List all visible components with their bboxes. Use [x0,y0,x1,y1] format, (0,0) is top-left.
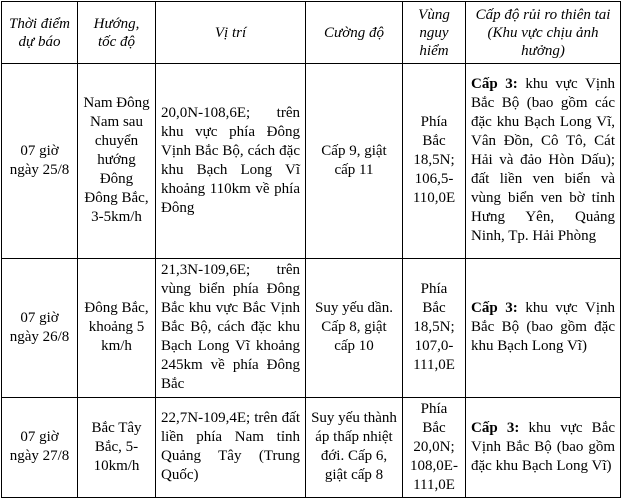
cell-danger-zone: Phía Bắc 18,5N; 107,0-111,0E [403,258,466,397]
cell-direction: Đông Bắc, khoảng 5 km/h [78,258,156,397]
header-danger-zone: Vùng nguy hiểm [403,2,466,64]
risk-area: khu vực Bắc Vịnh Bắc Bộ (bao gồm đặc khu Bạch Long Vĩ) [471,419,616,474]
cell-intensity: Suy yếu thành áp thấp nhiệt đới. Cấp 6, giật cấp 8 [306,397,403,497]
table-row [2,397,621,497]
risk-level: Cấp 3: [471,76,518,93]
table-row [2,258,621,397]
header-risk: Cấp độ rủi ro thiên tai (Khu vực chịu ảnh hưởng) [466,2,621,64]
header-intensity: Cường độ [306,2,403,64]
cell-danger-zone: Phía Bắc 20,0N; 108,0E-111,0E [403,397,466,497]
cell-risk [466,258,621,397]
cell-time: 07 giờ ngày 25/8 [2,64,78,258]
cell-risk [466,397,621,497]
risk-area: khu vực Vịnh Bắc Bộ (bao gồm các đặc khu Bạch Long Vĩ, Vân Đồn, Cô Tô, Cát Hải và đảo Hòn Dấu); đất liền ven biển và vùng biển ven bờ tỉnh Hưng Yên, Quảng Ninh, Tp. Hải Phòng [471,76,615,245]
cell-intensity: Cấp 9, giật cấp 11 [306,64,403,258]
header-position: Vị trí [156,2,306,64]
cell-position: 20,0N-108,6E; trên khu vực phía Đông Vịnh Bắc Bộ, cách đặc khu Bạch Long Vĩ khoảng 110km về phía Đông [156,64,306,258]
table-row [2,64,621,258]
header-time: Thời điểm dự báo [2,2,78,64]
cell-direction: Bắc Tây Bắc, 5-10km/h [78,397,156,497]
cell-risk [466,64,621,258]
cell-danger-zone: Phía Bắc 18,5N; 106,5-110,0E [403,64,466,258]
cell-position: 22,7N-109,4E; trên đất liền phía Nam tỉnh Quảng Tây (Trung Quốc) [156,397,306,497]
risk-area: khu vực Vịnh Bắc Bộ (bao gồm đặc khu Bạch Long Vĩ) [471,300,615,355]
risk-level: Cấp 3: [471,300,518,317]
forecast-table [1,1,621,498]
header-row [2,2,621,64]
cell-time: 07 giờ ngày 27/8 [2,397,78,497]
cell-position: 21,3N-109,6E; trên vùng biển phía Đông Bắc khu vực Bắc Vịnh Bắc Bộ, cách đặc khu Bạch Long Vĩ khoảng 245km về phía Đông Bắc [156,258,306,397]
cell-direction: Nam Đông Nam sau chuyển hướng Đông Đông Bắc, 3-5km/h [78,64,156,258]
cell-time: 07 giờ ngày 26/8 [2,258,78,397]
cell-intensity: Suy yếu dần. Cấp 8, giật cấp 10 [306,258,403,397]
header-direction: Hướng, tốc độ [78,2,156,64]
risk-level: Cấp 3: [471,419,520,436]
